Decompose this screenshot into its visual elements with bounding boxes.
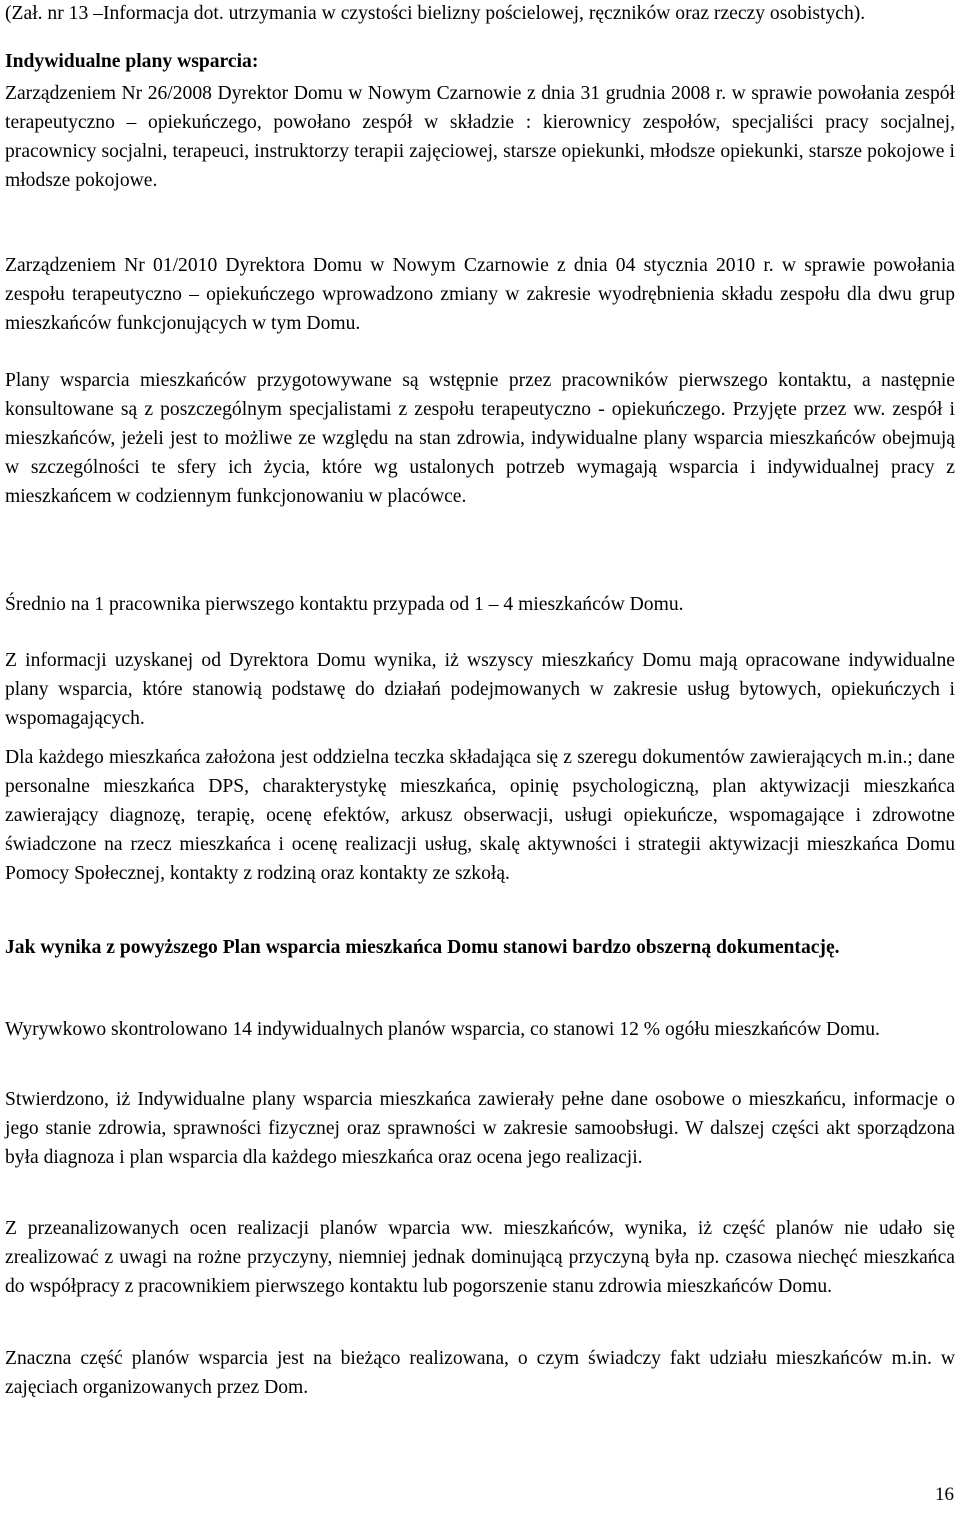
paragraph-plan-assessment: Z przeanalizowanych ocen realizacji planów wparcia ww. mieszkańców, wynika, iż część planów nie udało się zrealizować z uwagi na rożne przyczyny, niemniej jednak dominującą przyczyną była np. czasowa niechęć mieszkańca do współpracy z pracownikiem pierwszego kontaktu lub pogorszenie stanu zdrowia mieszkańców Domu. — [5, 1218, 955, 1297]
paragraph-support-plans-prep: Plany wsparcia mieszkańców przygotowywane są wstępnie przez pracowników pierwszego kontaktu, a następnie konsultowane są z poszczególnym specjalistami z zespołu terapeutyczno - opiekuńczego. Przyjęte przez ww. zespół i mieszkańców, jeżeli jest to możliwe ze względu na stan zdrowia, indywidualne plany wsparcia mieszkańców obejmują w szczególności te sfery ich życia, które wg ustalonych potrzeb wymagają wsparcia i indywidualnej pracy z mieszkańcem w codziennym funkcjonowaniu w placówce. — [5, 370, 955, 507]
paragraph-residents-per-worker: Średnio na 1 pracownika pierwszego kontaktu przypada od 1 – 4 mieszkańców Domu. — [5, 594, 684, 615]
paragraph-director-info: Z informacji uzyskanej od Dyrektora Domu wynika, iż wszyscy mieszkańcy Domu mają opracowane indywidualne plany wsparcia, które stanowią podstawę do działań podejmowanych w zakresie usług bytowych, opiekuńczych i wspomagających. — [5, 650, 955, 729]
paragraph-ongoing-realization: Znaczna część planów wsparcia jest na bieżąco realizowana, o czym świadczy fakt udziału mieszkańców m.in. w zajęciach organizowanych przez Dom. — [5, 1348, 955, 1398]
attachment-note: (Zał. nr 13 –Informacja dot. utrzymania w czystości bielizny pościelowej, ręczników oraz rzeczy osobistych). — [5, 3, 866, 24]
paragraph-team-appointment-2008: Zarządzeniem Nr 26/2008 Dyrektor Domu w Nowym Czarnowie z dnia 31 grudnia 2008 r. w sprawie powołania zespół terapeutyczno – opiekuńczego, powołano zespół w składzie : kierownicy zespołów, specjaliści pracy socjalnej, pracownicy socjalni, terapeuci, instruktorzy terapii zajęciowej, starsze opiekunki, młodsze opiekunki, starsze pokojowe i młodsze pokojowe. — [5, 83, 955, 191]
paragraph-conclusion-bold: Jak wynika z powyższego Plan wsparcia mieszkańca Domu stanowi bardzo obszerną dokumentację. — [5, 937, 840, 958]
paragraph-resident-file: Dla każdego mieszkańca założona jest oddzielna teczka składająca się z szeregu dokumentów zawierających m.in.; dane personalne mieszkańca DPS, charakterystykę mieszkańca, opinię psychologiczną, plan aktywizacji mieszkańca zawierający diagnozę, terapię, ocenę efektów, arkusz obserwacji, usługi opiekuńcze, wspomagające i zdrowotne świadczone na rzecz mieszkańca i ocenę realizacji usług, skalę aktywności i strategii aktywizacji mieszkańca Domu Pomocy Społecznej, kontakty z rodziną oraz kontakty ze szkołą. — [5, 747, 955, 884]
section-heading: Indywidualne plany wsparcia: — [5, 51, 259, 72]
page-number: 16 — [935, 1484, 954, 1505]
paragraph-sample-checked: Wyrywkowo skontrolowano 14 indywidualnych planów wsparcia, co stanowi 12 % ogółu mieszkańców Domu. — [5, 1019, 880, 1040]
paragraph-findings: Stwierdzono, iż Indywidualne plany wsparcia mieszkańca zawierały pełne dane osobowe o mieszkańcu, informacje o jego stanie zdrowia, sprawności fizycznej oraz sprawności w zakresie samoobsługi. W dalszej części akt sporządzona była diagnoza i plan wsparcia dla każdego mieszkańca oraz ocena jego realizacji. — [5, 1089, 955, 1168]
paragraph-team-change-2010: Zarządzeniem Nr 01/2010 Dyrektora Domu w Nowym Czarnowie z dnia 04 stycznia 2010 r. w sprawie powołania zespołu terapeutyczno – opiekuńczego wprowadzono zmiany w zakresie wyodrębnienia składu zespołu dla dwu grup mieszkańców funkcjonujących w tym Domu. — [5, 255, 955, 334]
